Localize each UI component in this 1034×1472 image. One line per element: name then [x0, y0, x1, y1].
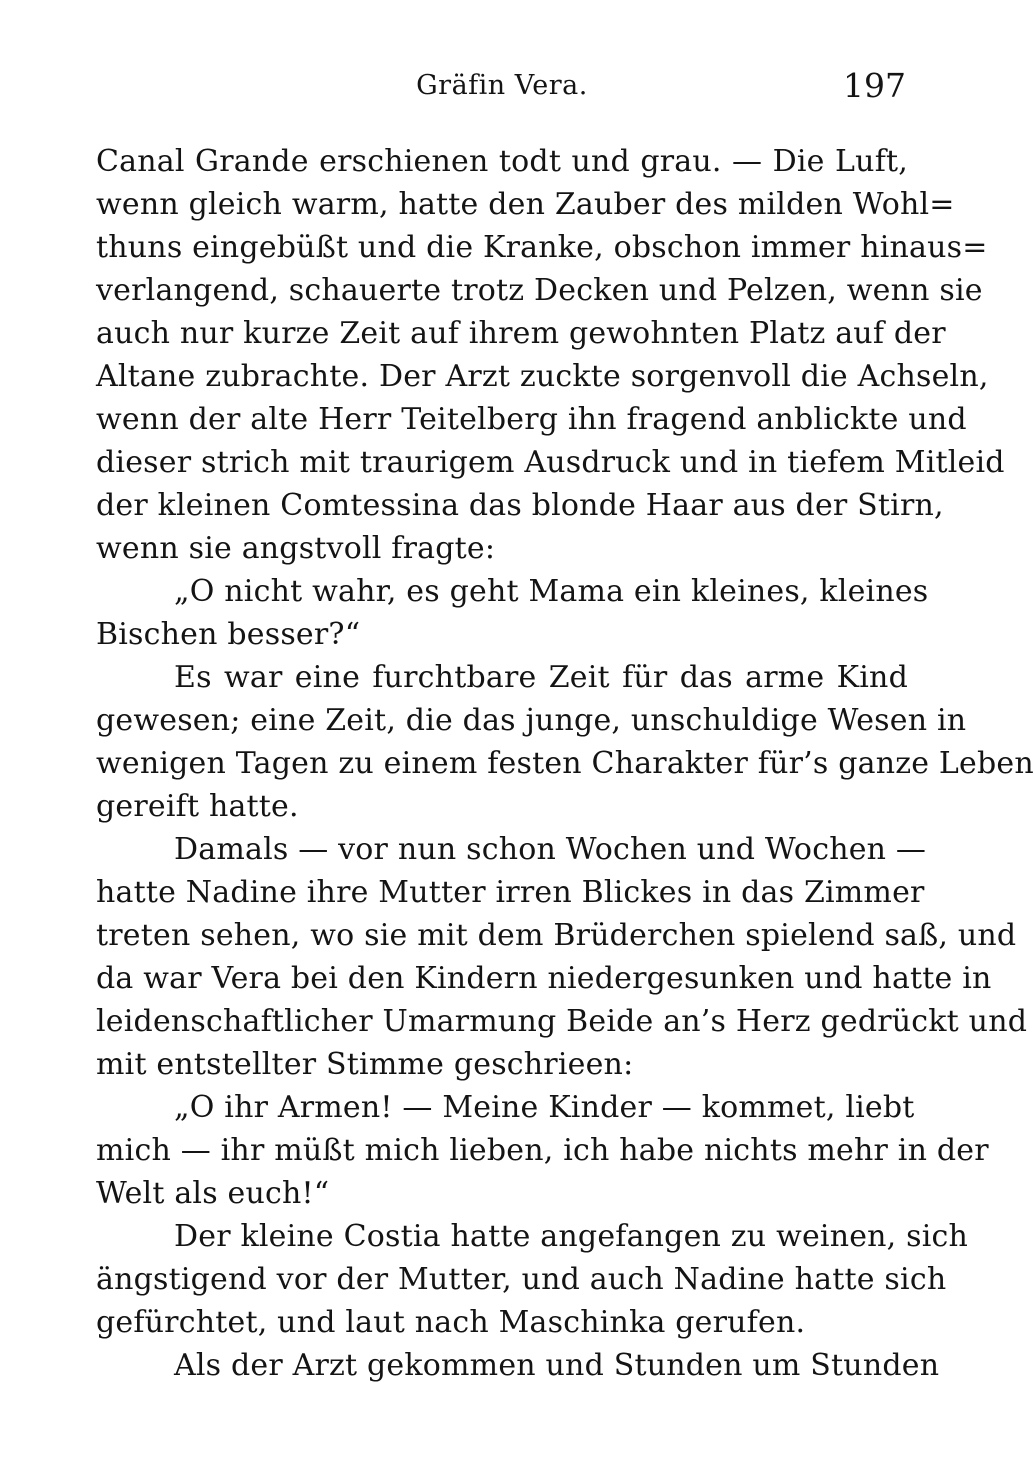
text-line: „O nicht wahr, es geht Mama ein kleines, kleines — [174, 574, 929, 609]
text-line: Der kleine Costia hatte angefangen zu weinen, sich — [174, 1219, 969, 1254]
page-number: 197 — [843, 66, 906, 105]
page-header — [96, 66, 908, 116]
text-line: hatte Nadine ihre Mutter irren Blickes in das Zimmer — [96, 875, 925, 910]
text-line: „O ihr Armen! — Meine Kinder — kommet, liebt — [174, 1090, 915, 1125]
text-line: gefürchtet, und laut nach Maschinka gerufen. — [96, 1305, 806, 1340]
text-line: mich — ihr müßt mich lieben, ich habe nichts mehr in der — [96, 1133, 989, 1168]
text-line: verlangend, schauerte trotz Decken und Pelzen, wenn sie — [96, 273, 983, 308]
text-line: treten sehen, wo sie mit dem Brüderchen spielend saß, und — [96, 918, 1017, 953]
text-line: wenn gleich warm, hatte den Zauber des milden Wohl= — [96, 187, 955, 222]
body-text — [96, 140, 1034, 1387]
text-line: wenn sie angstvoll fragte: — [96, 531, 496, 566]
text-line: Es war eine furchtbare Zeit für das arme Kind — [174, 660, 908, 695]
text-line: auch nur kurze Zeit auf ihrem gewohnten Platz auf der — [96, 316, 946, 351]
text-line: Damals — vor nun schon Wochen und Wochen — — [174, 832, 927, 867]
text-line: Bischen besser?“ — [96, 617, 361, 652]
text-line: wenn der alte Herr Teitelberg ihn fragend anblickte und — [96, 402, 967, 437]
text-line: Canal Grande erschienen todt und grau. — Die Luft, — [96, 144, 908, 179]
text-line: Als der Arzt gekommen und Stunden um Stunden — [174, 1348, 940, 1383]
running-title: Gräfin Vera. — [416, 70, 588, 101]
text-line: wenigen Tagen zu einem festen Charakter für’s ganze Leben — [96, 746, 1034, 781]
text-line: da war Vera bei den Kindern niedergesunken und hatte in — [96, 961, 992, 996]
text-line: Altane zubrachte. Der Arzt zuckte sorgenvoll die Achseln, — [96, 359, 989, 394]
text-line: thuns eingebüßt und die Kranke, obschon immer hinaus= — [96, 230, 988, 265]
text-line: der kleinen Comtessina das blonde Haar aus der Stirn, — [96, 488, 944, 523]
text-line: ängstigend vor der Mutter, und auch Nadine hatte sich — [96, 1262, 947, 1297]
text-line: gereift hatte. — [96, 789, 299, 824]
text-line: gewesen; eine Zeit, die das junge, unschuldige Wesen in — [96, 703, 967, 738]
text-line: mit entstellter Stimme geschrieen: — [96, 1047, 634, 1082]
text-line: dieser strich mit traurigem Ausdruck und in tiefem Mitleid — [96, 445, 1005, 480]
text-line: Welt als euch!“ — [96, 1176, 330, 1211]
text-line: leidenschaftlicher Umarmung Beide an’s Herz gedrückt und — [96, 1004, 1028, 1039]
